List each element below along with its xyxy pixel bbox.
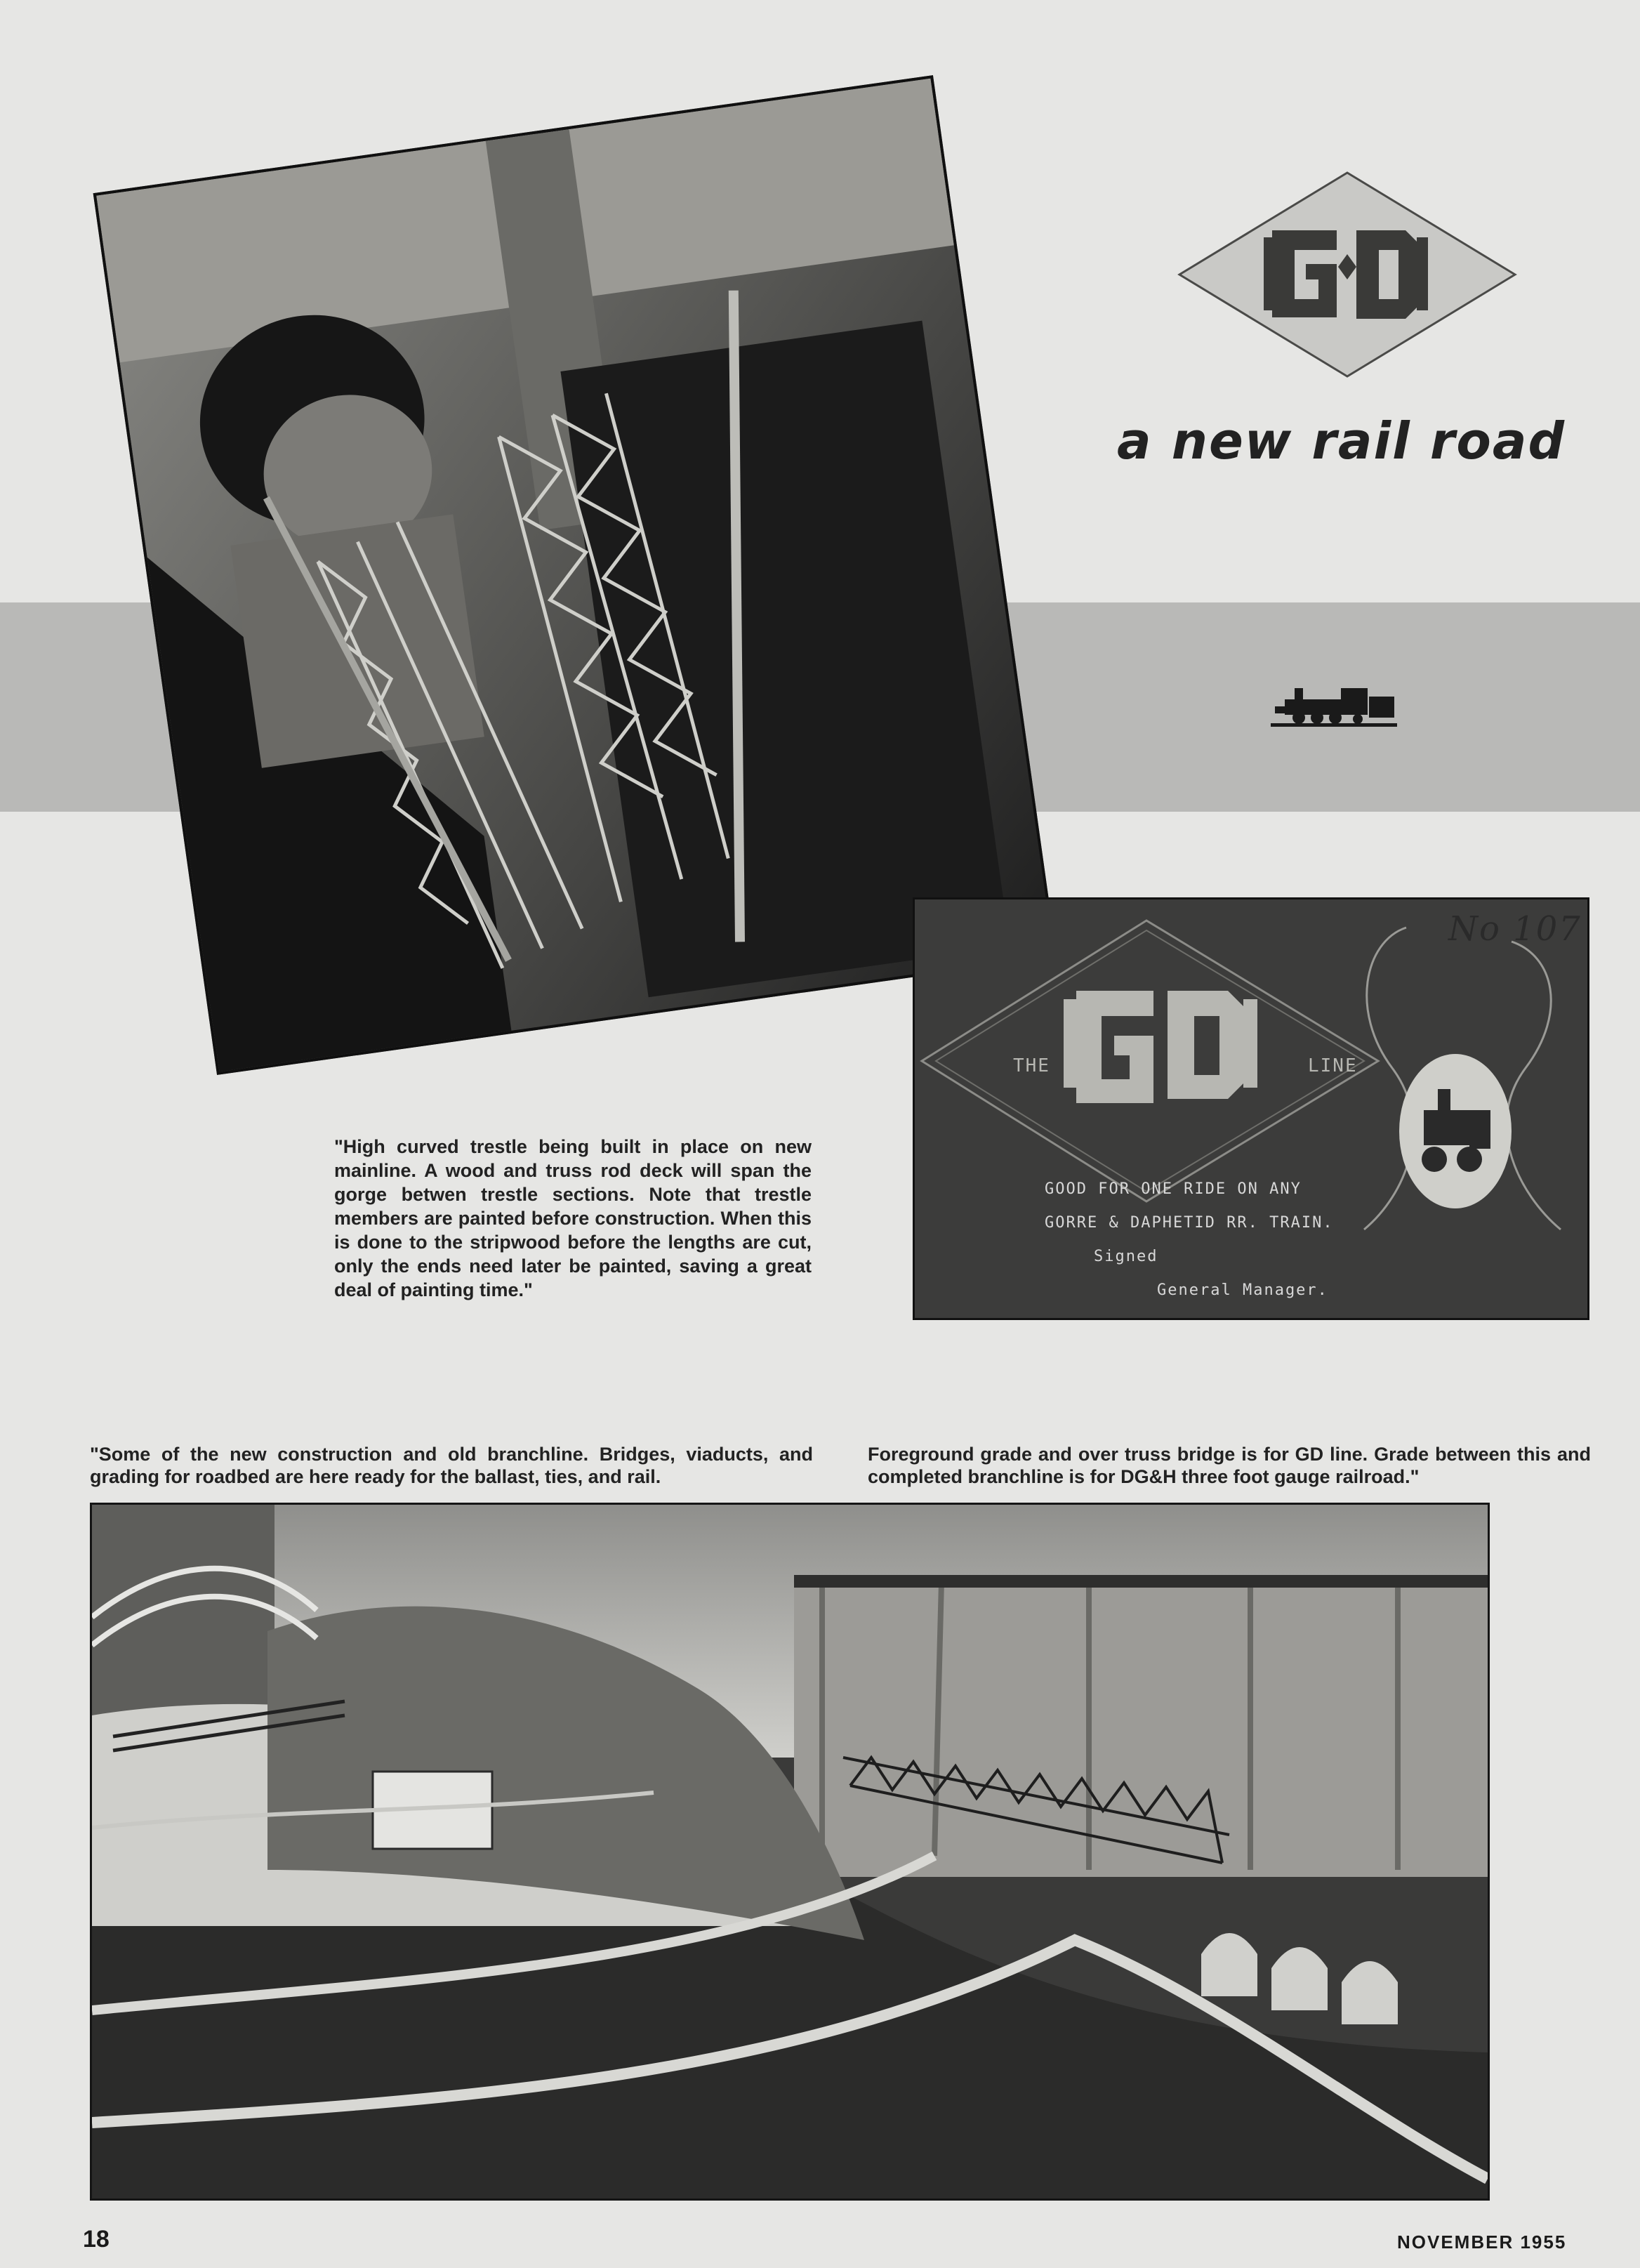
ticket-line-2: GORRE & DAPHETID RR. TRAIN. <box>1045 1214 1334 1232</box>
ticket-line-1: GOOD FOR ONE RIDE ON ANY <box>1045 1180 1302 1198</box>
page-number: 18 <box>83 2226 110 2253</box>
ticket-number: No 107 <box>1448 909 1582 949</box>
photo-layout-overview <box>90 1503 1490 2201</box>
locomotive-icon <box>1271 683 1397 730</box>
headline: a new rail road <box>1117 411 1566 470</box>
ticket-signed-label: Signed <box>1094 1248 1158 1265</box>
ride-ticket <box>913 897 1589 1320</box>
caption-bottom-right: Foreground grade and over truss bridge is for GD line. Grade between this and completed branchline is for DG&H three foot gauge railroad." <box>868 1444 1591 1487</box>
ticket-right-word: LINE <box>1308 1055 1358 1076</box>
ticket-left-word: THE <box>1013 1055 1050 1076</box>
caption-top: "High curved trestle being built in place on new mainline. A wood and truss rod deck will span the gorge betwen trestle sections. Note that trestle members are painted before construction. When this is done to the stripwood before the lengths are cut, only the ends need later be painted, saving a great deal of painting time." <box>334 1136 812 1300</box>
ticket-title: General Manager. <box>1157 1281 1328 1299</box>
issue-date: NOVEMBER 1955 <box>1397 2231 1567 2253</box>
caption-bottom-left: "Some of the new construction and old branchline. Bridges, viaducts, and grading for roadbed are here ready for the ballast, ties, and rail. <box>90 1444 813 1487</box>
gd-diamond-logo <box>1175 169 1519 381</box>
